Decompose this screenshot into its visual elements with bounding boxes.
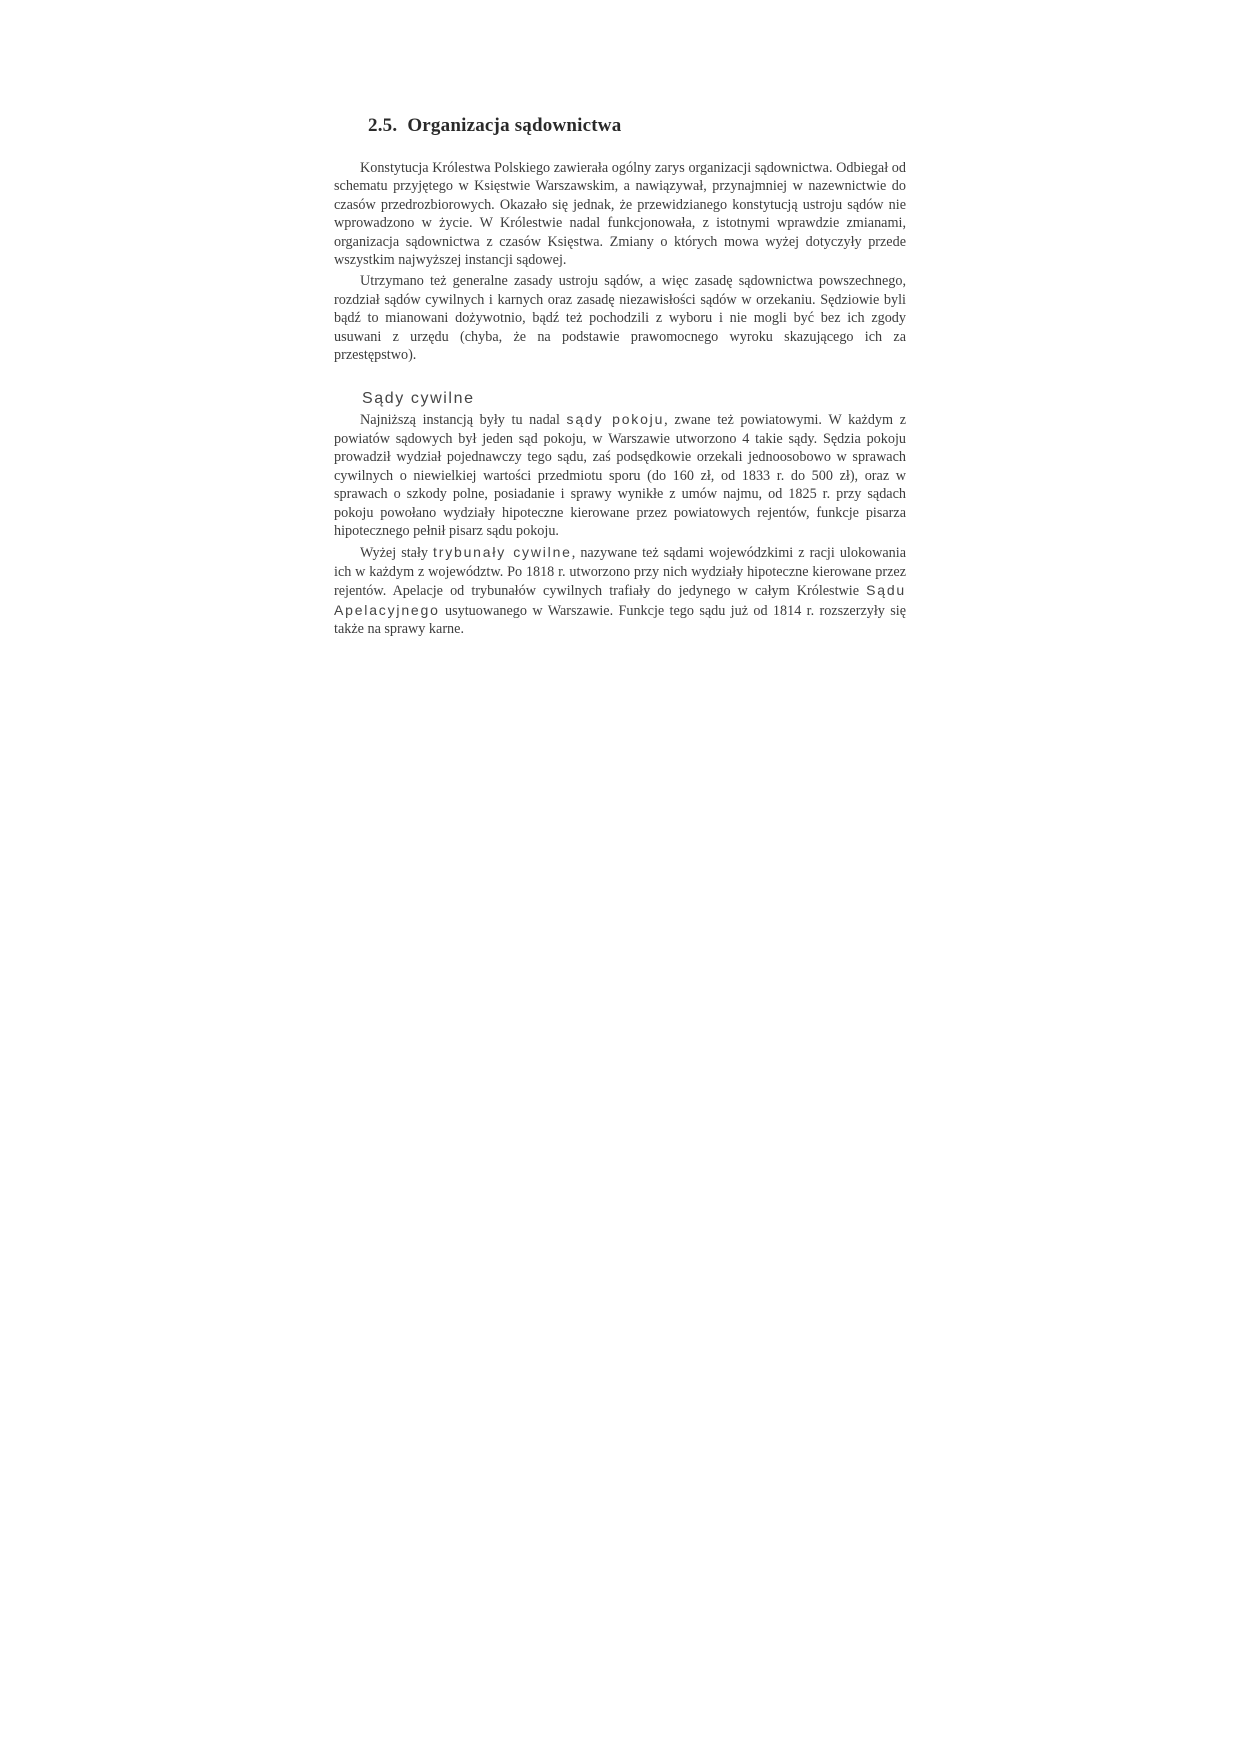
term-trybunaly-cywilne: trybunały cywilne [433,544,572,561]
text-run: Najniższą instancją były tu nadal [360,412,567,429]
term-sady-pokoju: sądy pokoju [566,411,665,428]
document-page [334,115,906,638]
text-run: , nazywane też sądami wojewódzkimi z racji ulokowania ich w każdym z województw. Po 1818 r. utworzono przy nich wydziały hipoteczne kierowane przez rejentów. Apelacje od trybunałów cywilnych trafiały do jedynego w całym Królestwie [334,545,907,600]
text-run: usytuowanego w Warszawie. Funkcje tego sądu już od 1814 r. rozszerzyły się także na sprawy karne. [334,602,906,637]
section-title: Organizacja sądownictwa [407,115,622,136]
paragraph-trybunaly [334,543,906,638]
paragraph-principles: Utrzymano też generalne zasady ustroju sądów, a więc zasadę sądownictwa powszechnego, rozdział sądów cywilnych i karnych oraz zasadę niezawisłości sądów w orzekaniu. Sędziowie byli bądź to mianowani dożywotnio, bądź też pochodzili z wyboru i nie mogli być bez ich zgody usuwani z urzędu (chyba, że na podstawie prawomocnego wyroku skazującego ich za przestępstwo). [334,273,906,364]
section-heading [368,115,906,137]
section-number: 2.5. [368,115,398,136]
text-run: Wyżej stały [360,545,434,562]
paragraph-constitution: Konstytucja Królestwa Polskiego zawierała ogólny zarys organizacji sądownictwa. Odbiegał od schematu przyjętego w Księstwie Warszawskim, a nawiązywał, przynajmniej w nazewnictwie do czasów przedrozbiorowych. Okazało się jednak, że przewidzianego konstytucją ustroju sądów nie wprowadzono w życie. W Królestwie nadal funkcjonowała, z istotnymi wprawdzie zmianami, organizacja sądownictwa z czasów Księstwa. Zmiany o których mowa wyżej dotyczyły przede wszystkim najwyższej instancji sądowej. [334,160,906,269]
subsection-heading: Sądy cywilne [362,390,475,408]
term-sad-apelacyjny: Sądu Apelacyjnego [334,582,906,618]
text-run: , zwane też powiatowymi. W każdym z powiatów sądowych był jeden sąd pokoju, w Warszawie utworzono 4 takie sądy. Sędzia pokoju prowadził wydział pojednawczy tego sądu, zaś podsędkowie orzekali jednoosobowo w sprawach cywilnych o niewielkiej wartości przedmiotu sporu (do 160 zł, od 1833 r. do 500 zł), oraz w sprawach o szkody polne, posiadanie i sprawy wynikłe z umów najmu, od 1825 r. przy sądach pokoju powołano wydziały hipoteczne kierowane przez powiatowych rejentów, funkcje pisarza hipotecznego pełnił pisarz sądu pokoju. [334,412,906,539]
paragraph-sady-pokoju [334,410,906,540]
